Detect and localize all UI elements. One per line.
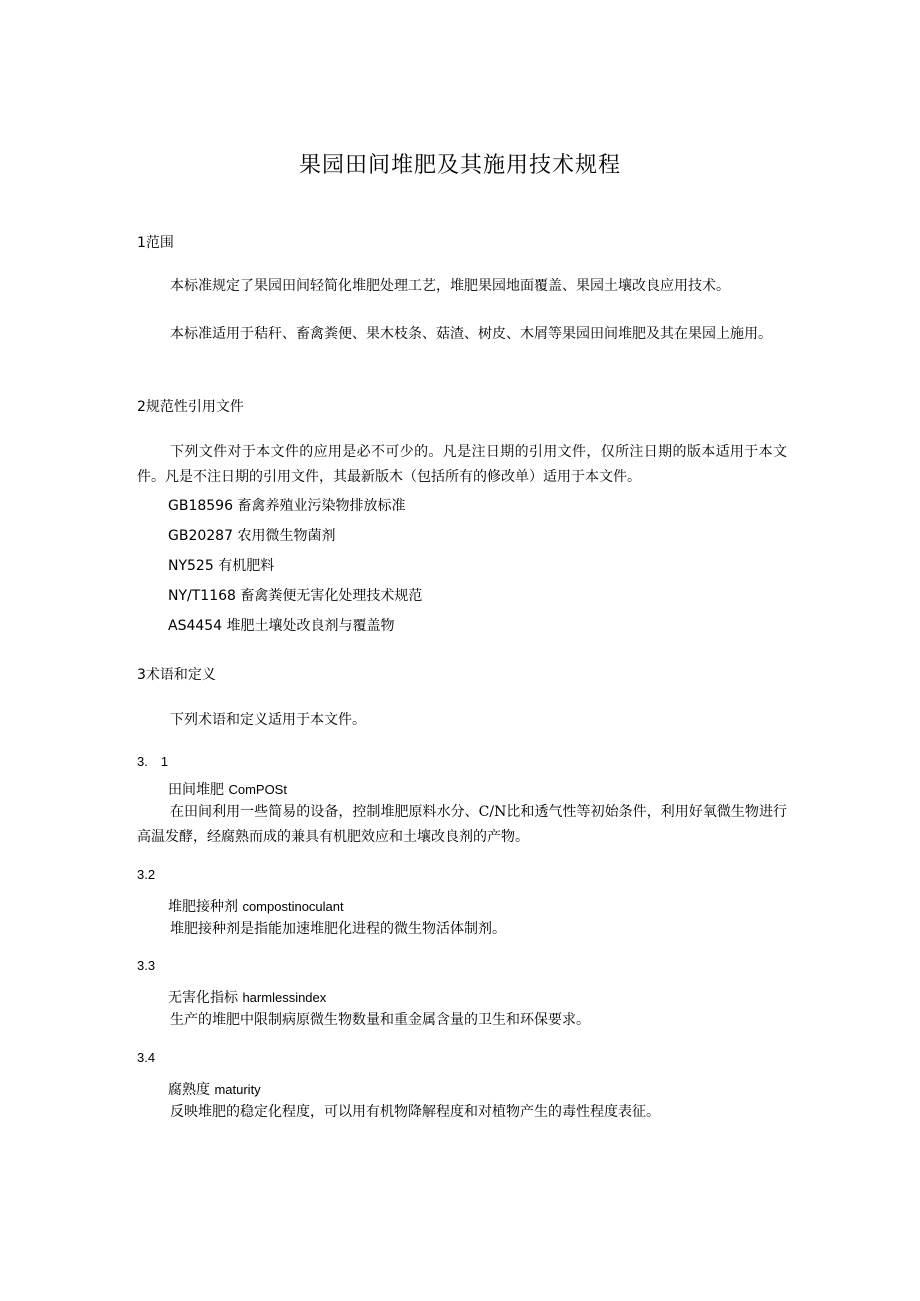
- term-heading: [168, 987, 326, 1007]
- section-1-heading: 1范围: [137, 235, 174, 251]
- term-definition: 生产的堆肥中限制病原微生物数量和重金属含量的卫生和环保要求。: [170, 1012, 590, 1028]
- reference-name: 堆肥土壤处改良剂与覆盖物: [226, 618, 395, 634]
- term-definition: 在田间利用一些简易的设备，控制堆肥原料水分、C/N比和透气性等初始条件，利用好氧微生物进行高温发酵，经腐熟而成的兼具有机肥效应和土壤改良剂的产物。: [137, 804, 787, 845]
- term-english: ComPOSt: [228, 782, 287, 797]
- reference-item: [168, 495, 405, 515]
- term-definition: 堆肥接种剂是指能加速堆肥化进程的微生物活体制剂。: [170, 921, 506, 937]
- reference-name: 畜禽养殖业污染物排放标准: [237, 498, 406, 514]
- term-number: 3. 1: [137, 754, 169, 769]
- reference-code: NY/T1168: [168, 588, 236, 604]
- reference-name: 农用微生物菌剂: [237, 528, 336, 544]
- section-1-paragraph-1: 本标准规定了果园田间轻简化堆肥处理工艺，堆肥果园地面覆盖、果园土壤改良应用技术。: [170, 278, 730, 294]
- reference-code: NY525: [168, 558, 214, 574]
- section-2-paragraph-1: 下列文件对于本文件的应用是必不可少的。凡是注日期的引用文件，仅所注日期的版本适用于本文件。凡是不注日期的引用文件，其最新版木（包括所有的修改单）适用于本文件。: [137, 444, 787, 485]
- reference-name: 有机肥料: [218, 558, 275, 574]
- term-heading: [168, 896, 344, 916]
- term-definition: 反映堆肥的稳定化程度，可以用有机物降解程度和对植物产生的毒性程度表征。: [170, 1104, 660, 1120]
- reference-item: [168, 585, 422, 605]
- reference-item: [168, 525, 335, 545]
- term-chinese: 堆肥接种剂: [168, 899, 238, 915]
- term-english: harmlessindex: [242, 990, 327, 1005]
- term-heading: [168, 779, 287, 799]
- term-chinese: 田间堆肥: [168, 782, 224, 798]
- term-number: 3.3: [137, 958, 156, 973]
- term-heading: [168, 1079, 261, 1099]
- reference-item: [168, 555, 274, 575]
- term-english: maturity: [214, 1082, 261, 1097]
- term-chinese: 腐熟度: [168, 1082, 210, 1098]
- reference-code: GB18596: [168, 498, 233, 514]
- section-3-paragraph-1: 下列术语和定义适用于本文件。: [170, 712, 366, 728]
- term-number: 3.4: [137, 1050, 156, 1065]
- reference-item: [168, 615, 395, 635]
- reference-name: 畜禽粪便无害化处理技术规范: [240, 588, 423, 604]
- section-3-heading: 3术语和定义: [137, 667, 216, 683]
- term-number: 3.2: [137, 867, 156, 882]
- term-chinese: 无害化指标: [168, 990, 238, 1006]
- reference-code: AS4454: [168, 618, 223, 634]
- term-english: compostinoculant: [242, 899, 344, 914]
- section-2-heading: 2规范性引用文件: [137, 399, 244, 415]
- section-1-paragraph-2: 本标准适用于秸秆、畜禽粪便、果木枝条、菇渣、树皮、木屑等果园田间堆肥及其在果园上施用。: [170, 326, 772, 342]
- reference-code: GB20287: [168, 528, 233, 544]
- document-title: 果园田间堆肥及其施用技术规程: [298, 153, 621, 178]
